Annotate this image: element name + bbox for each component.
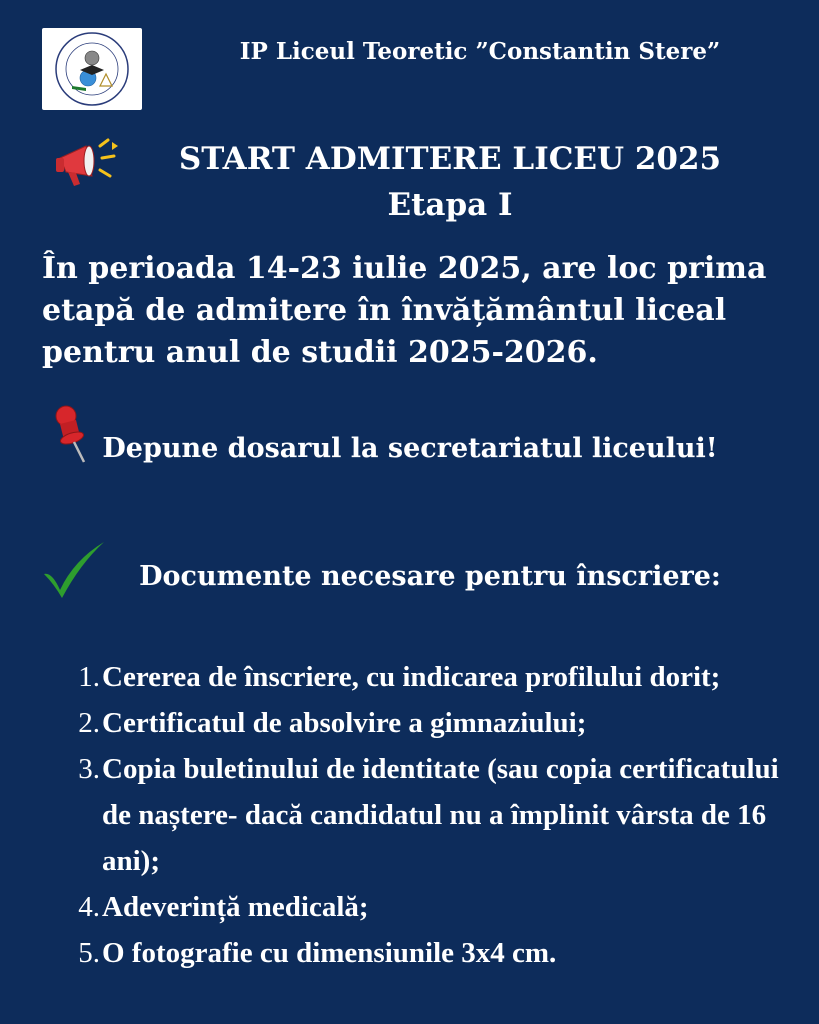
school-name: IP Liceul Teoretic ”Constantin Stere” (239, 38, 721, 65)
list-item-number: 1. (78, 661, 100, 693)
list-item (60, 884, 810, 930)
list-item-text: Copia buletinului de identitate (sau copia certificatului de naștere- dacă candidatul nu a împlinit vârsta de 16 ani); (102, 753, 779, 877)
list-item-text: Cererea de înscriere, cu indicarea profilului dorit; (102, 661, 721, 693)
school-seal-logo-icon (42, 28, 142, 110)
list-item-number: 4. (78, 891, 100, 923)
list-item-text: Adeverință medicală; (102, 891, 369, 923)
title-line-1: START ADMITERE LICEU 2025 (178, 141, 722, 177)
submission-instruction: Depune dosarul la secretariatul liceului! (102, 433, 718, 464)
pushpin-icon (50, 402, 94, 464)
school-logo (42, 28, 142, 110)
documents-heading: Documente necesare pentru înscriere: (139, 561, 721, 592)
list-item (60, 654, 810, 700)
list-item-text: Certificatul de absolvire a gimnaziului; (102, 707, 587, 739)
checkmark-icon (40, 540, 106, 600)
intro-paragraph: În perioada 14-23 iulie 2025, are loc prima etapă de admitere în învățământul liceal pentru anul de studii 2025-2026. (42, 251, 767, 370)
documents-list (60, 654, 810, 976)
list-item (60, 930, 810, 976)
list-item-number: 5. (78, 937, 100, 969)
title-line-2: Etapa I (387, 187, 513, 223)
list-item (60, 700, 810, 746)
list-item-text: O fotografie cu dimensiunile 3x4 cm. (102, 937, 557, 969)
announcement-title (100, 136, 800, 228)
list-item-number: 3. (78, 753, 100, 785)
list-item (60, 746, 810, 884)
list-item-number: 2. (78, 707, 100, 739)
